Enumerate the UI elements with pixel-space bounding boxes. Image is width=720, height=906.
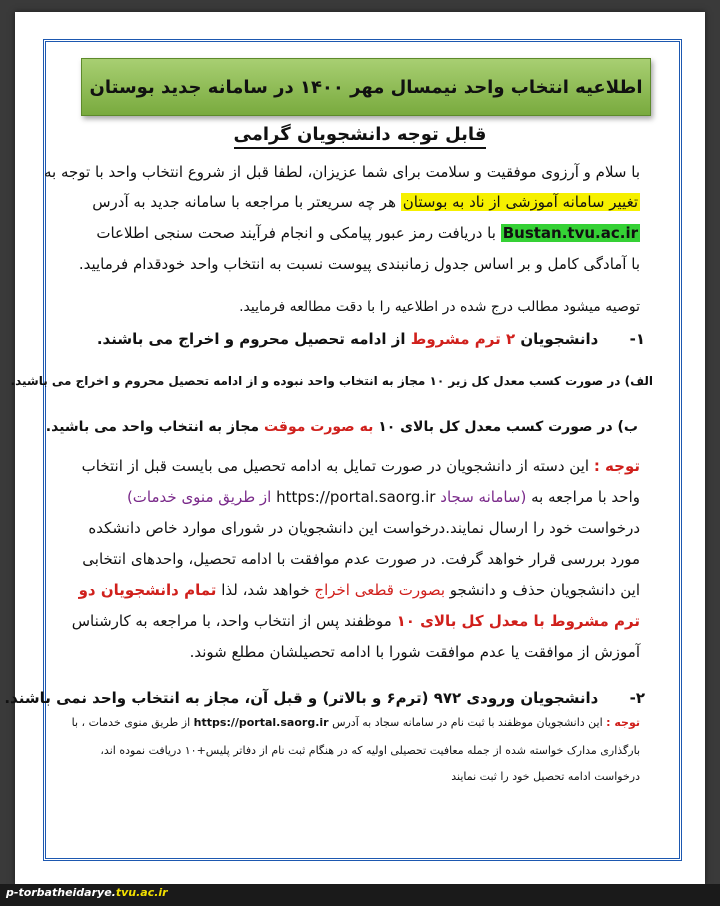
note2-line-1: توجه : این دانشجویان موظفند با ثبت نام در سامانه سجاد به آدرس https://portal.saorg.ir از طریق منوی خدمات ، با	[71, 716, 640, 729]
note-line-1: توجه : این دسته از دانشجویان در صورت تمایل به ادامه تحصیل می بایست قبل از انتخاب	[81, 457, 640, 475]
note-line-6: ترم مشروط با معدل کل بالای ۱۰ موظفند پس از انتخاب واحد، با مراجعه به کارشناس	[71, 612, 640, 630]
highlight-system-change: تغییر سامانه آموزشی از ناد به بوستان	[402, 193, 638, 211]
note-label: توجه :	[593, 457, 640, 475]
clause-be: ب) در صورت کسب معدل کل بالای ۱۰ به صورت موقت مجاز به انتخاب واحد می باشید.	[45, 419, 638, 435]
clause-be-red: به صورت موقت	[263, 419, 374, 435]
notice-title: اطلاعیه انتخاب واحد نیمسال مهر ۱۴۰۰ در سامانه جدید بوستان	[89, 76, 643, 98]
advice-line: توصیه میشود مطالب درج شده در اطلاعیه را با دقت مطالعه فرمایید.	[239, 299, 640, 315]
note-line-7: آموزش از موافقت یا عدم موافقت شورا با ادامه تحصیلشان مطلع شوند.	[189, 643, 640, 661]
watermark-url: p-torbatheidarye.tvu.ac.ir	[6, 886, 168, 899]
saorg-url-link[interactable]: https://portal.saorg.ir	[276, 488, 436, 506]
item-1: ۱- دانشجویان ۲ ترم مشروط از ادامه تحصیل محروم و اخراج می باشند.	[55, 324, 645, 354]
item-1-red: ۲ ترم مشروط	[410, 330, 516, 348]
intro-line-4: با آمادگی کامل و بر اساس جدول زمانبندی پیوست نسبت به انتخاب واحد خودقدام فرمایید.	[78, 255, 640, 273]
note2-line-3: درخواست ادامه تحصیل خود را ثبت نمایند	[451, 770, 640, 783]
note-line-5: این دانشجویان حذف و دانشجو بصورت قطعی اخراج خواهد شد، لذا تمام دانشجویان دو	[78, 581, 640, 599]
item-2: ۲- دانشجویان ورودی ۹۷۲ (ترم۶ و بالاتر) و قبل آن، مجاز به انتخاب واحد نمی باشند.	[55, 683, 645, 713]
note2-line-2: بارگذاری مدارک خواسته شده از جمله معافیت تحصیلی اولیه که در هنگام ثبت نام از دفاتر پلیس+۱۰ دریافت نموده اند،	[100, 744, 640, 757]
note-line-2: واحد با مراجعه به (سامانه سجاد https://portal.saorg.ir از طریق منوی خدمات)	[126, 488, 640, 506]
intro-line-2: تغییر سامانه آموزشی از ناد به بوستان هر چه سریعتر با مراجعه با سامانه جدید به آدرس	[92, 193, 638, 211]
item-1-number: ۱-	[629, 330, 645, 348]
greeting-heading	[15, 124, 705, 145]
title-banner	[81, 58, 651, 116]
note-line-4: مورد بررسی قرار خواهد گرفت. در صورت عدم موافقت با ادامه تحصیل، واحدهای انتخابی	[82, 550, 640, 568]
heading-text: قابل توجه دانشجویان گرامی	[234, 124, 487, 149]
intro-line-3: Bustan.tvu.ac.ir با دریافت رمز عبور پیامکی و انجام فرآیند صحت سنجی اطلاعات	[96, 224, 638, 242]
item-2-number: ۲-	[629, 689, 645, 707]
note-line-3: درخواست خود را ارسال نمایند.درخواست این دانشجویان در شورای موارد خاص دانشکده	[88, 519, 640, 537]
bustan-url-link[interactable]: Bustan.tvu.ac.ir	[502, 224, 638, 242]
clause-alef: الف) در صورت کسب معدل کل زیر ۱۰ مجاز به انتخاب واحد نبوده و از ادامه تحصیل محروم و اخراج می باشید.	[10, 374, 653, 388]
intro-line-1: با سلام و آرزوی موفقیت و سلامت برای شما عزیزان، لطفا قبل از شروع انتخاب واحد با توجه به	[44, 163, 640, 181]
saorg-url-link-2[interactable]: https://portal.saorg.ir	[193, 716, 329, 729]
